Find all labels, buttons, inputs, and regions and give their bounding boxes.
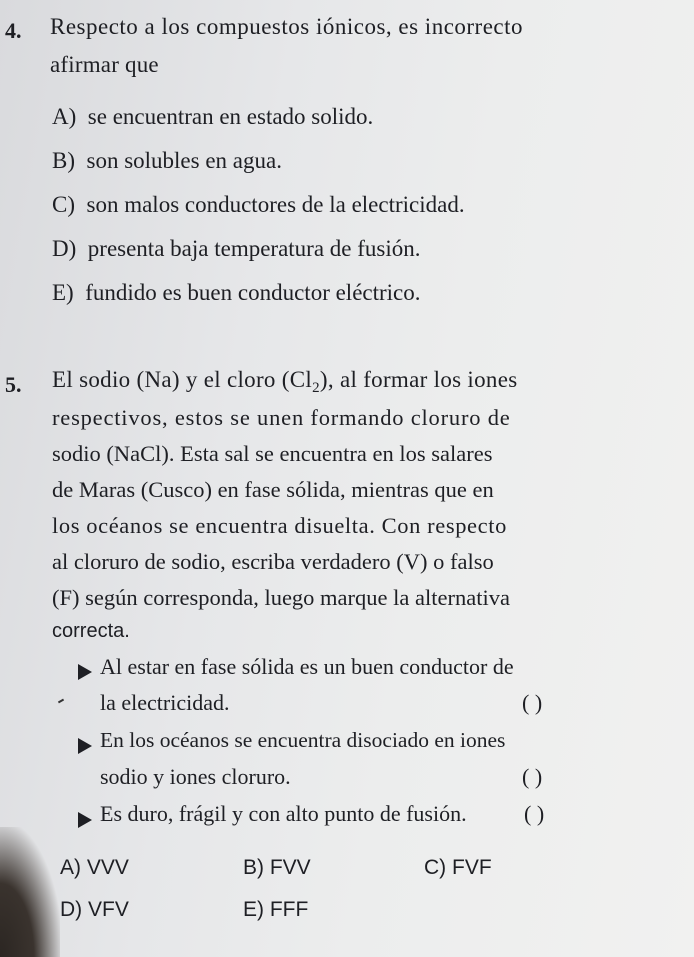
q5-answer-d-letter: D) (60, 898, 83, 921)
q5-answer-e-letter: E) (243, 898, 264, 921)
q4-option-e-letter: E) (52, 280, 74, 305)
q4-option-b-letter: B) (52, 148, 75, 173)
statement-1-arrow-icon (78, 664, 92, 680)
q5-answer-c[interactable] (424, 856, 492, 880)
pencil-mark (58, 699, 64, 704)
q5-line5: los océanos se encuentra disuelta. Con respecto (52, 513, 507, 538)
q5-answer-d[interactable] (60, 898, 129, 922)
q5-answer-e-text: FFF (269, 898, 309, 921)
q5-answer-e[interactable] (243, 898, 308, 922)
question-4-stem-line2: afirmar que (50, 52, 159, 77)
q5-answer-c-text: FVF (452, 856, 492, 879)
q4-option-a-text: se encuentran en estado solido. (87, 104, 374, 129)
q5-answer-a[interactable] (60, 856, 129, 880)
q5-answer-b[interactable] (243, 856, 311, 880)
q5-answer-b-text: FVV (269, 856, 311, 879)
question-5-line1 (52, 367, 518, 396)
q5-line1-pre: El sodio (Na) y el cloro (Cl (52, 367, 313, 392)
q4-option-d-text: presenta baja temperatura de fusión. (87, 236, 421, 261)
q4-option-a[interactable] (52, 104, 373, 130)
q5-line4: de Maras (Cusco) en fase sólida, mientras que en (52, 477, 494, 502)
question-4-stem-line1: Respecto a los compuestos iónicos, es incorrecto (50, 14, 524, 39)
q4-option-c-letter: C) (52, 192, 75, 217)
q4-option-b-text: son solubles en agua. (86, 148, 282, 173)
q5-line7: (F) según corresponda, luego marque la alternativa (52, 585, 510, 610)
q4-option-d[interactable] (52, 236, 421, 262)
q5-line6: al cloruro de sodio, escriba verdadero (V) o falso (52, 549, 494, 574)
q5-line3: sodio (NaCl). Esta sal se encuentra en los salares (52, 441, 493, 466)
q5-answer-a-text: VVV (86, 856, 129, 879)
q5-answer-b-letter: B) (243, 856, 264, 879)
q5-line8: correcta. (52, 620, 130, 642)
q4-option-c[interactable] (52, 192, 465, 218)
statement-2-line1: En los océanos se encuentra disociado en iones (100, 728, 506, 752)
statement-1-line1: Al estar en fase sólida es un buen conductor de (100, 654, 514, 679)
q4-option-b[interactable] (52, 148, 282, 174)
q4-option-a-letter: A) (52, 104, 77, 129)
q5-answer-c-letter: C) (424, 856, 447, 879)
q4-option-d-letter: D) (52, 236, 77, 261)
q5-answer-a-letter: A) (60, 856, 81, 879)
statement-2-line2: sodio y iones cloruro. (100, 764, 291, 789)
statement-1-blank[interactable]: ( ) (522, 690, 543, 715)
statement-3-line1: Es duro, frágil y con alto punto de fusión. (100, 801, 467, 826)
photo-shadow (0, 827, 60, 957)
question-4-number: 4. (5, 18, 22, 43)
q4-option-e-text: fundido es buen conductor eléctrico. (85, 280, 421, 305)
statement-3-arrow-icon (78, 812, 92, 828)
q4-option-e[interactable] (52, 280, 421, 306)
statement-2-arrow-icon (78, 738, 92, 754)
q5-answer-d-text: VFV (88, 898, 129, 921)
statement-1-line2: la electricidad. (100, 690, 230, 715)
statement-2-blank[interactable]: ( ) (522, 764, 543, 789)
q5-line2: respectivos, estos se unen formando cloruro de (52, 405, 511, 430)
q5-line1-post: ), al formar los iones (319, 367, 518, 392)
q5-line1-sub: 2 (312, 380, 320, 396)
question-5-number: 5. (5, 372, 22, 397)
q4-option-c-text: son malos conductores de la electricidad. (86, 192, 465, 217)
statement-3-blank[interactable]: ( ) (524, 801, 545, 826)
